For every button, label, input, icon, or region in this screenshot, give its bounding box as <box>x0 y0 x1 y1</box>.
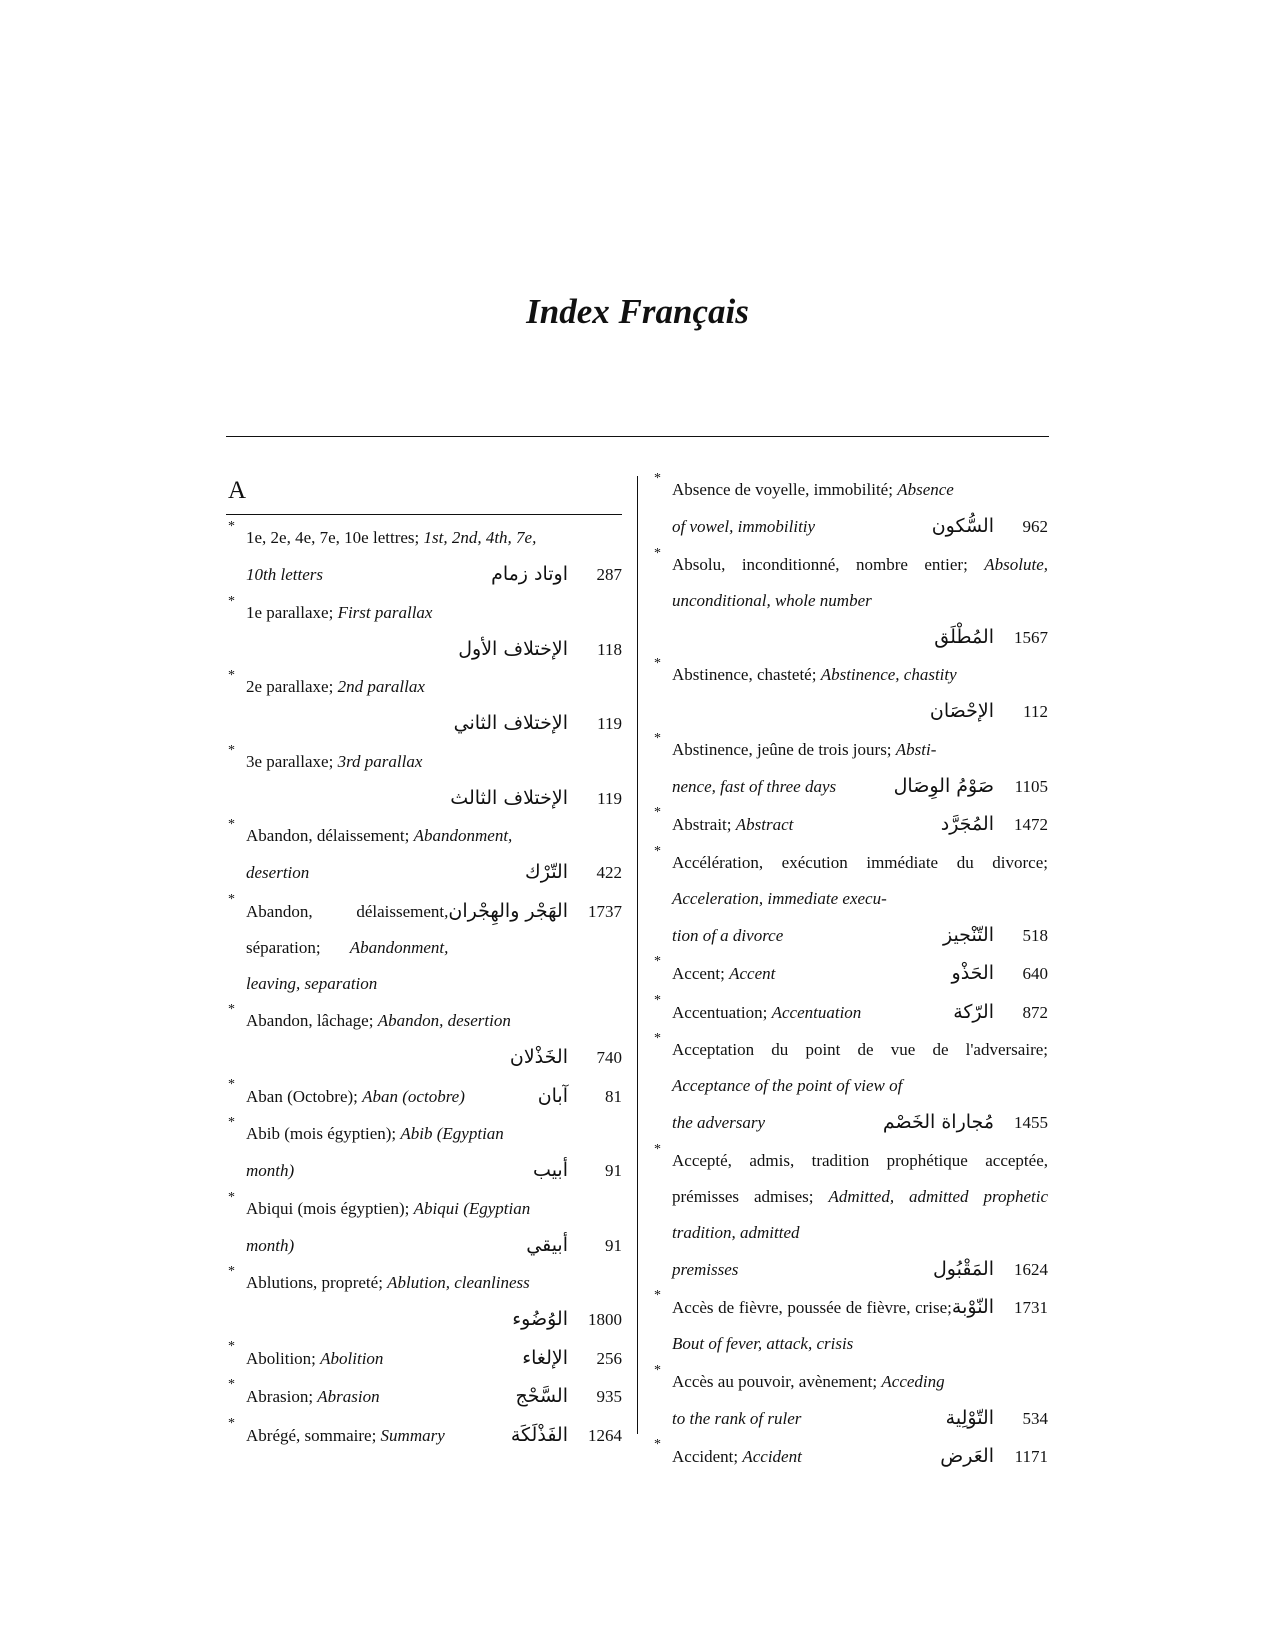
entry-text <box>246 893 622 1002</box>
index-entry <box>226 520 622 593</box>
entry-tail <box>246 705 622 742</box>
english-term-cont: Aban (octobre) <box>362 1086 465 1106</box>
index-entry <box>226 1378 622 1415</box>
right-column <box>652 472 1048 1477</box>
index-entry <box>652 1438 1048 1475</box>
arabic-term: التّنْجيز <box>942 923 994 946</box>
english-term-cont: nence, fast of three days <box>672 776 837 796</box>
entry-text <box>672 845 1048 917</box>
index-entry <box>226 1191 622 1264</box>
entry-tail <box>672 1400 1048 1437</box>
page-number: 1472 <box>1014 815 1048 834</box>
page-number: 518 <box>1022 925 1048 945</box>
arabic-term: أبيقي <box>526 1233 568 1256</box>
page-number: 1455 <box>1014 1113 1048 1132</box>
entry-text <box>246 744 622 780</box>
index-entry <box>652 806 1048 843</box>
arabic-term: التّوْلِية <box>945 1406 994 1429</box>
entry-text <box>672 1143 1048 1251</box>
arabic-and-number <box>515 1378 622 1415</box>
arabic-and-number <box>511 1417 622 1454</box>
english-term-cont: month) <box>246 1235 295 1255</box>
arabic-term: الفَذْلَكَة <box>510 1423 568 1446</box>
arabic-term: اوتاد زمام <box>491 563 568 585</box>
arabic-and-number <box>883 1104 1048 1141</box>
entry-text <box>672 1289 1048 1362</box>
page-number: 1264 <box>588 1425 622 1445</box>
arabic-term: الهَجْر والهِجْران <box>448 899 568 922</box>
page-number: 256 <box>596 1348 622 1368</box>
index-entry <box>652 1364 1048 1437</box>
english-term-cont: tion of a divorce <box>672 925 784 945</box>
page-number: 1731 <box>1014 1298 1048 1317</box>
arabic-term: صَوْمُ الوِصَال <box>893 774 994 797</box>
entry-line <box>672 995 861 1031</box>
arabic-and-number <box>491 556 622 593</box>
page-number: 534 <box>1022 1408 1048 1428</box>
arabic-and-number <box>526 1227 622 1264</box>
entry-text <box>672 472 1048 508</box>
french-term: 1e parallaxe; <box>246 602 334 622</box>
arabic-and-number <box>450 780 622 817</box>
entry-text <box>672 955 1048 992</box>
arabic-term: السُّكون <box>931 515 994 537</box>
arabic-and-number <box>930 693 1048 730</box>
entry-tail <box>672 619 1048 656</box>
entry-list <box>226 520 622 1454</box>
arabic-term: الرّكة <box>953 1000 994 1023</box>
entry-list <box>652 472 1048 1475</box>
entry-tail <box>246 631 622 668</box>
arabic-and-number <box>953 994 1048 1031</box>
entry-text <box>672 806 1048 843</box>
entry-text <box>246 669 622 705</box>
index-entry <box>226 893 622 1002</box>
english-term-cont: Abandonment, leaving, separation <box>246 937 449 993</box>
french-term: Ablutions, propreté; <box>246 1273 383 1292</box>
english-term: Absolute, unconditional, whole number <box>672 554 1049 610</box>
top-rule <box>226 436 1049 437</box>
entry-line <box>246 1418 445 1454</box>
index-entry <box>652 1143 1048 1288</box>
french-term: Abiqui (mois égyptien); <box>246 1198 410 1218</box>
page-number: 740 <box>596 1048 622 1067</box>
page-number: 287 <box>596 565 622 584</box>
entry-tail <box>246 1039 622 1076</box>
entry-text <box>246 1191 622 1227</box>
entry-text <box>672 657 1048 693</box>
index-entry <box>226 669 622 742</box>
arabic-term: الحَذْو <box>951 962 994 984</box>
arabic-and-number <box>941 806 1048 843</box>
arabic-and-number <box>512 1301 622 1338</box>
arabic-term: العَرض <box>940 1445 994 1467</box>
english-term: 2nd parallax <box>337 677 425 696</box>
english-term-cont: Accentuation <box>771 1002 862 1022</box>
column-divider <box>637 476 638 1434</box>
arabic-and-number <box>934 619 1048 656</box>
bullet-marker: * <box>654 992 661 1008</box>
index-entry <box>226 1078 622 1115</box>
index-entry <box>652 657 1048 730</box>
index-entry <box>652 994 1048 1031</box>
page-number: 1737 <box>588 901 622 921</box>
french-term: Abstinence, jeûne de trois jours; <box>672 739 892 759</box>
arabic-term: الخَذْلان <box>509 1046 568 1068</box>
index-entry <box>226 744 622 817</box>
bullet-marker: * <box>228 742 235 758</box>
entry-text <box>672 547 1048 619</box>
index-entry <box>226 1003 622 1076</box>
index-entry <box>226 1116 622 1189</box>
english-term: Ablution, cleanliness <box>387 1273 530 1292</box>
page-number: 935 <box>596 1387 622 1406</box>
index-entry <box>652 845 1048 954</box>
arabic-and-number <box>525 854 622 891</box>
page-number: 962 <box>1022 517 1048 536</box>
french-term: Accélération, exécution immédiate du divorce; <box>672 852 1048 872</box>
entry-line <box>246 1079 465 1115</box>
page-number: 1171 <box>1014 1447 1048 1466</box>
english-term: Abandon, desertion <box>377 1011 511 1030</box>
entry-line <box>672 807 793 843</box>
english-term: Acceleration, immediate execu- <box>672 888 887 908</box>
page-number: 1800 <box>588 1310 622 1329</box>
arabic-term: التّرْك <box>525 861 568 883</box>
arabic-and-number <box>448 893 622 930</box>
english-term-cont: Summary <box>380 1425 445 1445</box>
entry-line <box>672 956 775 992</box>
french-term: Accepté, admis, tradition prophétique acceptée, prémisses admises; <box>672 1150 1048 1206</box>
bullet-marker: * <box>228 519 235 534</box>
english-term: Acceding <box>881 1371 945 1391</box>
bullet-marker: * <box>654 805 661 820</box>
english-term: Abiqui (Egyptian <box>413 1198 531 1218</box>
french-term: Acceptation du point de vue de l'adversaire; <box>672 1040 1048 1059</box>
index-entry <box>652 732 1048 805</box>
french-term: 3e parallaxe; <box>246 751 334 771</box>
entry-tail <box>246 1227 622 1264</box>
bullet-marker: * <box>228 891 235 907</box>
entry-text <box>246 520 622 556</box>
section-letter: A <box>228 477 247 504</box>
french-term: 2e parallaxe; <box>246 677 334 696</box>
french-term: Abolition; <box>246 1348 316 1368</box>
english-term-cont: Abrasion <box>317 1387 380 1406</box>
entry-tail <box>672 1104 1048 1141</box>
english-term-cont: month) <box>246 1161 295 1180</box>
entry-tail <box>246 556 622 593</box>
bullet-marker: * <box>654 656 661 671</box>
index-entry <box>652 955 1048 992</box>
arabic-and-number <box>946 1400 1048 1437</box>
bullet-marker: * <box>654 1141 661 1157</box>
entry-text <box>672 994 1048 1031</box>
page-number: 91 <box>605 1235 622 1255</box>
entry-tail <box>246 1152 622 1189</box>
arabic-term: المُطْلَق <box>934 625 994 648</box>
arabic-and-number <box>933 1251 1048 1288</box>
english-term: Abib (Egyptian <box>400 1124 504 1143</box>
french-term: Absence de voyelle, immobilité; <box>672 480 893 499</box>
english-term: 3rd parallax <box>337 751 423 771</box>
bullet-marker: * <box>228 593 235 609</box>
index-entry <box>226 1340 622 1377</box>
arabic-term: السَّحْج <box>515 1385 568 1407</box>
entry-line <box>246 1379 380 1415</box>
entry-tail <box>672 508 1048 545</box>
entry-tail <box>246 854 622 891</box>
bullet-marker: * <box>228 1076 235 1092</box>
bullet-marker: * <box>228 668 235 683</box>
entry-text <box>672 732 1048 768</box>
entry-line <box>672 1439 802 1475</box>
arabic-and-number <box>943 917 1048 954</box>
arabic-term: الإختلاف الأول <box>458 637 568 660</box>
bullet-marker: * <box>228 1115 235 1130</box>
page-title: Index Français <box>526 292 749 331</box>
index-entry <box>652 1032 1048 1141</box>
arabic-and-number <box>510 1039 622 1076</box>
entry-text <box>672 1438 1048 1475</box>
bullet-marker: * <box>228 1189 235 1205</box>
bullet-marker: * <box>654 1362 661 1378</box>
page-number: 119 <box>597 714 622 733</box>
arabic-term: الإختلاف الثاني <box>453 712 568 734</box>
page-number: 119 <box>597 788 622 808</box>
bullet-marker: * <box>654 1437 661 1452</box>
page-number: 1105 <box>1014 776 1048 796</box>
french-term: 1e, 2e, 4e, 7e, 10e lettres; <box>246 528 420 547</box>
french-term: Accident; <box>672 1447 739 1466</box>
arabic-term: مُجاراة الخَصْم <box>882 1111 994 1133</box>
french-term: Abandon, lâchage; <box>246 1011 374 1030</box>
bullet-marker: * <box>654 471 661 486</box>
bullet-marker: * <box>228 1338 235 1354</box>
arabic-term: المُجَرَّد <box>940 813 994 835</box>
arabic-and-number <box>952 955 1048 992</box>
index-entry <box>226 1265 622 1338</box>
page-number: 91 <box>605 1161 622 1180</box>
arabic-and-number <box>932 508 1048 545</box>
english-term: Abandonment, <box>413 826 513 845</box>
arabic-and-number <box>952 1289 1048 1326</box>
page-number: 640 <box>1022 964 1048 983</box>
arabic-term: الوُضُوء <box>512 1308 568 1330</box>
english-term: 1st, 2nd, 4th, 7e, <box>423 528 537 547</box>
english-term-cont: of vowel, immobilitiy <box>672 517 816 536</box>
page-number: 422 <box>596 863 622 882</box>
bullet-marker: * <box>228 817 235 832</box>
entry-text <box>246 1003 622 1039</box>
english-term-cont: desertion <box>246 863 310 882</box>
arabic-and-number <box>458 631 622 668</box>
bullet-marker: * <box>228 1002 235 1017</box>
english-term-cont: Accident <box>742 1447 802 1466</box>
entry-text <box>672 1032 1048 1104</box>
french-term: Abrégé, sommaire; <box>246 1425 377 1445</box>
english-term-cont: to the rank of ruler <box>672 1408 802 1428</box>
page-number: 118 <box>597 639 622 659</box>
english-term-cont: Bout of fever, attack, crisis <box>672 1334 854 1353</box>
arabic-term: الإختلاف الثالث <box>450 786 568 809</box>
english-term-cont: Abstract <box>735 815 794 834</box>
english-term: Absence <box>897 480 954 499</box>
entry-text <box>246 1078 622 1115</box>
entry-text <box>246 818 622 854</box>
bullet-marker: * <box>654 954 661 969</box>
entry-text <box>246 1340 622 1377</box>
index-entry <box>226 1417 622 1454</box>
french-term: Abandon, délaissement; <box>246 826 410 845</box>
bullet-marker: * <box>654 843 661 859</box>
entry-text <box>246 595 622 631</box>
english-term-cont: Abolition <box>320 1348 384 1368</box>
french-term: Absolu, inconditionné, nombre entier; <box>672 554 968 574</box>
french-term: Accentuation; <box>672 1002 768 1022</box>
left-column <box>226 472 622 1455</box>
arabic-term: آبان <box>537 1084 568 1107</box>
section-rule <box>226 514 622 515</box>
arabic-term: النّوْبة <box>951 1296 994 1318</box>
french-term: Abstrait; <box>672 815 732 834</box>
index-entry <box>226 818 622 891</box>
entry-text <box>246 1116 622 1152</box>
page-number: 81 <box>605 1086 622 1106</box>
entry-tail <box>672 917 1048 954</box>
entry-tail <box>246 780 622 817</box>
english-term: Admitted, admitted prophetic tradition, admitted <box>672 1186 1048 1242</box>
english-term: First parallax <box>337 602 433 622</box>
bullet-marker: * <box>228 1264 235 1279</box>
page-number: 872 <box>1022 1002 1048 1022</box>
french-term: Accès de fièvre, poussée de fièvre, crise; <box>672 1298 952 1317</box>
entry-line <box>246 1341 383 1377</box>
entry-text <box>672 1364 1048 1400</box>
bullet-marker: * <box>654 1031 661 1046</box>
index-entry <box>652 547 1048 656</box>
entry-line <box>672 1290 952 1362</box>
bullet-marker: * <box>654 730 661 746</box>
english-term: Absti- <box>895 739 937 759</box>
bullet-marker: * <box>228 1415 235 1431</box>
index-entry <box>652 1289 1048 1362</box>
french-term: Aban (Octobre); <box>246 1086 358 1106</box>
french-term: Abandon, délaissement, séparation; <box>246 901 449 957</box>
entry-line <box>246 894 448 1002</box>
french-term: Abstinence, chasteté; <box>672 665 817 684</box>
french-term: Accès au pouvoir, avènement; <box>672 1371 878 1391</box>
entry-text <box>246 1378 622 1415</box>
entry-tail <box>672 768 1048 805</box>
index-entry <box>226 595 622 668</box>
arabic-and-number <box>894 768 1048 805</box>
english-term-cont: Accent <box>729 964 776 983</box>
arabic-term: أبيب <box>533 1159 568 1181</box>
bullet-marker: * <box>228 1377 235 1392</box>
page-number: 1624 <box>1014 1259 1048 1279</box>
arabic-term: المَقْبُول <box>932 1257 994 1280</box>
french-term: Abib (mois égyptien); <box>246 1124 397 1143</box>
french-term: Abrasion; <box>246 1387 314 1406</box>
bullet-marker: * <box>654 545 661 561</box>
index-entry <box>652 472 1048 545</box>
english-term-cont: the adversary <box>672 1113 766 1132</box>
entry-tail <box>246 1301 622 1338</box>
arabic-term: الإحْصَان <box>929 700 994 722</box>
english-term-cont: 10th letters <box>246 565 323 584</box>
english-term: Acceptance of the point of view of <box>672 1076 903 1095</box>
arabic-and-number <box>533 1152 622 1189</box>
page-number: 1567 <box>1014 627 1048 647</box>
arabic-and-number <box>522 1340 622 1377</box>
french-term: Accent; <box>672 964 725 983</box>
entry-text <box>246 1417 622 1454</box>
arabic-and-number <box>454 705 622 742</box>
entry-text <box>246 1265 622 1301</box>
arabic-and-number <box>538 1078 622 1115</box>
english-term: Abstinence, chastity <box>820 665 957 684</box>
arabic-term: الإلغاء <box>522 1346 568 1369</box>
english-term-cont: premisses <box>672 1259 739 1279</box>
bullet-marker: * <box>654 1288 661 1303</box>
entry-tail <box>672 693 1048 730</box>
page-number: 112 <box>1023 702 1048 721</box>
entry-tail <box>672 1251 1048 1288</box>
arabic-and-number <box>940 1438 1048 1475</box>
